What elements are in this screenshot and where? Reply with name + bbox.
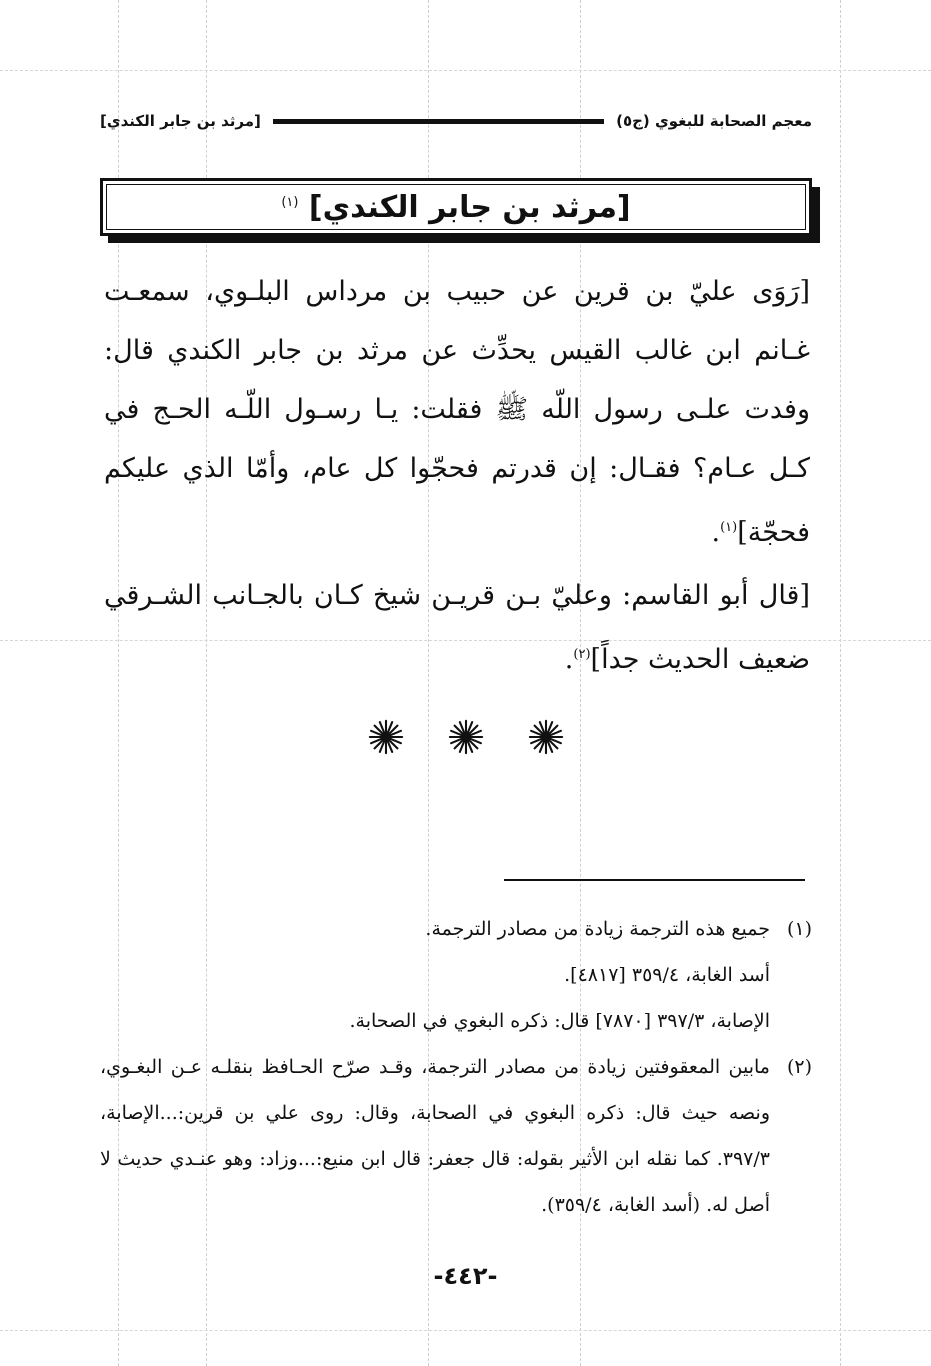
star-ornament-icon xyxy=(367,718,405,756)
section-ornaments xyxy=(0,718,931,756)
footnote-number: (١) xyxy=(786,918,812,940)
footnote-1-source xyxy=(100,998,812,1044)
entry-title-text: [مرثد بن جابر الكندي] xyxy=(308,189,631,225)
footnote-2 xyxy=(100,1044,812,1228)
footnote-separator xyxy=(504,879,805,881)
paragraph xyxy=(104,566,810,689)
page-number: -٤٤٢- xyxy=(433,1262,498,1290)
footnote-text: الإصابة، ٣٩٧/٣ [٧٨٧٠] قال: ذكره البغوي في الصحابة. xyxy=(349,1010,770,1032)
footnote-text: مابين المعقوفتين زيادة من مصادر الترجمة، وقـد صرّح الحـافظ بنقلـه عـن البغـوي، ونصه حيث قال: ذكره البغوي في الصحابة، وقال: روى علي بن قرين:...الإصابة، ٣٩٧/٣. كما نقله ابن الأثير بقوله: قال جعفر: قال ابن منيع:...وزاد: وهو عنـدي حديث لا أصل له. (أسد الغابة، ٣٥٩/٤). xyxy=(100,1056,770,1216)
running-header xyxy=(100,106,812,136)
footnote-text: جميع هذه الترجمة زيادة من مصادر الترجمة. xyxy=(425,918,770,940)
footnote-number: (٢) xyxy=(786,1056,812,1078)
book-title: معجم الصحابة للبغوي (ج٥) xyxy=(616,112,812,130)
header-entry-title: [مرثد بن جابر الكندي] xyxy=(100,112,261,130)
footnote-text: أسد الغابة، ٣٥٩/٤ [٤٨١٧]. xyxy=(564,964,770,986)
footnote-1 xyxy=(100,906,812,952)
paragraph-text: [رَوَى عليّ بن قرين عن حبيب بن مرداس البلـوي، سمعـت غـانم ابن غالب القيس يحدِّث عن مرثد بن جابر الكندي قال: وفدت علـى رسول اللّه ﷺ فقلت: يـا رسـول اللّـه الحـج في كـل عـام؟ فقـال: إن قدرتم فحجّوا كل عام، وأمّا الذي عليكم فحجّة] xyxy=(104,276,810,548)
footnote-ref: (١) xyxy=(720,520,738,535)
footnote-ref: (٢) xyxy=(573,647,591,662)
main-text xyxy=(104,262,810,689)
title-box xyxy=(100,178,812,236)
paragraph-text: [قال أبو القاسم: وعليّ بـن قريـن شيخ كـان بالجـانب الشـرقي ضعيف الحديث جداً] xyxy=(104,580,810,675)
footnote-1-source xyxy=(100,952,812,998)
guide-line xyxy=(840,0,841,1366)
footnote-ref: (١) xyxy=(281,194,299,210)
period: . xyxy=(564,644,574,675)
entry-title xyxy=(281,190,630,225)
guide-line xyxy=(0,70,931,71)
header-rule xyxy=(273,119,604,124)
star-ornament-icon xyxy=(447,718,485,756)
footnotes xyxy=(100,906,812,1228)
paragraph xyxy=(104,262,810,562)
guide-line xyxy=(0,1330,931,1331)
star-ornament-icon xyxy=(527,718,565,756)
period: . xyxy=(711,517,721,548)
